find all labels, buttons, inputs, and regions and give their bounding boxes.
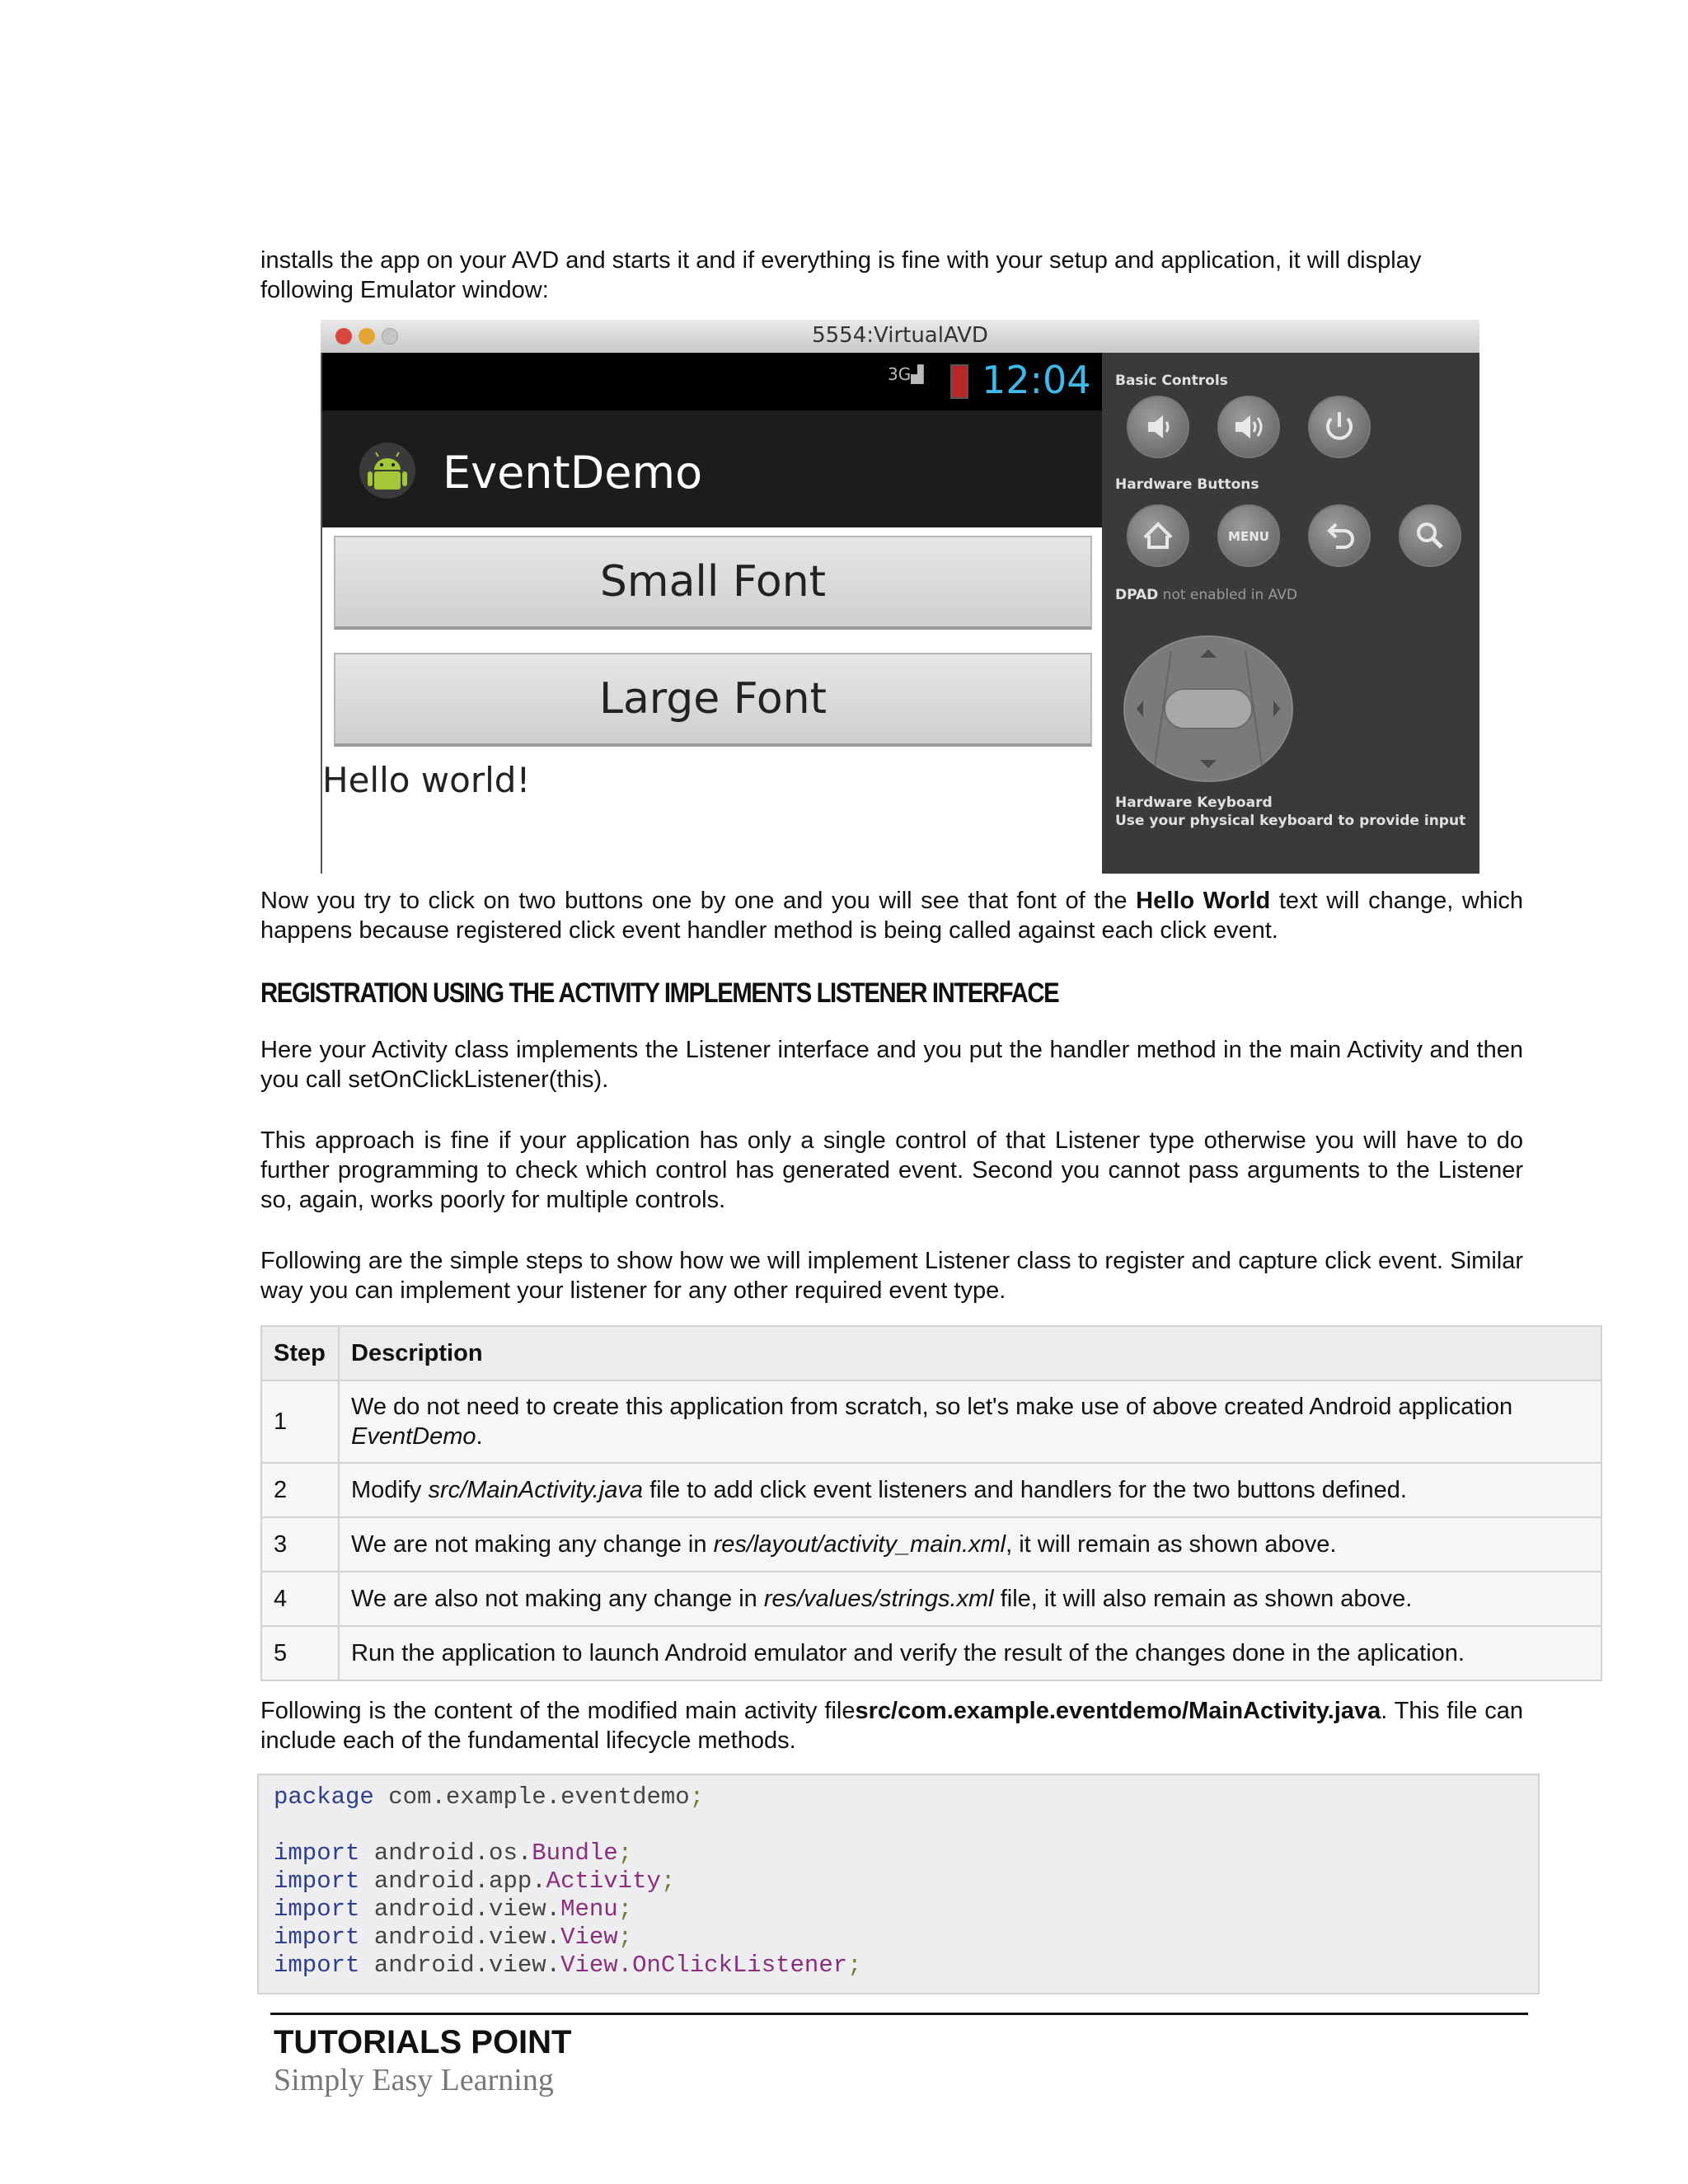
desc-text: Run the application to launch Android emulator and verify the result of the changes done in the aplication. [351, 1640, 1465, 1666]
step-number: 1 [261, 1380, 339, 1463]
desc-text: We are not making any change in [351, 1531, 714, 1558]
step-number: 4 [261, 1572, 339, 1626]
code-class-name: View [560, 1924, 618, 1951]
code-keyword: import [274, 1840, 360, 1867]
footer-divider [270, 2013, 1528, 2015]
desc-text-end: , it will remain as shown above. [1006, 1531, 1337, 1558]
footer-subtitle: Simply Easy Learning [274, 2063, 554, 2097]
code-class-name: Activity [546, 1868, 661, 1895]
paragraph-source-file [260, 1696, 1523, 1755]
desc-text-end: file, it will also remain as shown above. [993, 1586, 1413, 1612]
step-number: 5 [261, 1626, 339, 1680]
table-row [261, 1517, 1601, 1572]
hardware-keyboard-label: Hardware Keyboard [1115, 794, 1273, 811]
dpad-control[interactable] [1122, 635, 1295, 783]
code-semicolon: ; [617, 1840, 633, 1867]
header-step: Step [261, 1326, 339, 1380]
intro-paragraph [260, 246, 1523, 305]
paragraph-activity-listener: Here your Activity class implements the Listener interface and you put the handler method in the main Activity and then you call setOnClickListener(this). [260, 1037, 1523, 1093]
emulator-controls-panel [1102, 353, 1479, 874]
desc-text-end: file to add click event listeners and handlers for the two buttons defined. [643, 1477, 1407, 1503]
basic-controls-label: Basic Controls [1115, 373, 1228, 389]
step-description [339, 1626, 1601, 1680]
after-emulator-pre: Now you try to click on two buttons one by one and you will see that font of the [260, 888, 1137, 914]
large-font-button[interactable]: Large Font [334, 653, 1092, 747]
emulator-title: 5554:VirtualAVD [812, 323, 988, 348]
volume-down-icon [1128, 397, 1188, 457]
code-import-path: android.app. [359, 1868, 546, 1895]
home-button[interactable] [1127, 504, 1189, 567]
code-block [257, 1774, 1540, 1994]
status-bar [322, 353, 1104, 410]
desc-emphasis: EventDemo [351, 1423, 476, 1450]
app-title: EventDemo [443, 447, 703, 499]
volume-down-button[interactable] [1127, 396, 1189, 458]
hardware-buttons-label: Hardware Buttons [1115, 476, 1259, 493]
desc-text: We do not need to create this application from scratch, so let's make use of above created Android application [351, 1394, 1513, 1420]
code-import-path: android.os. [359, 1840, 532, 1867]
dpad-label-rest: not enabled in AVD [1158, 587, 1297, 603]
menu-button-label: MENU [1228, 529, 1269, 544]
code-keyword: import [274, 1896, 360, 1923]
source-file-post: . This file can include each of the fundamental lifecycle methods. [260, 1698, 1523, 1754]
after-emulator-post: text will change, which happens because registered click event handler method is being called against each click event. [260, 888, 1524, 944]
table-row [261, 1626, 1601, 1680]
menu-icon [1219, 506, 1278, 565]
hello-world-text: Hello world! [322, 760, 531, 800]
code-semicolon: ; [689, 1783, 705, 1811]
device-screen [321, 353, 1104, 874]
code-keyword: package [274, 1783, 374, 1811]
network-type: 3G [888, 364, 912, 384]
android-icon [359, 442, 416, 499]
desc-text-end: . [476, 1423, 483, 1450]
back-icon [1310, 506, 1369, 565]
source-file-pre: Following is the content of the modified main activity file [260, 1698, 856, 1724]
header-description: Description [339, 1326, 1601, 1380]
footer-title: TUTORIALS POINT [274, 2024, 572, 2060]
code-keyword: import [274, 1924, 360, 1951]
small-font-button[interactable]: Small Font [334, 536, 1092, 630]
back-button[interactable] [1308, 504, 1371, 567]
code-semicolon: ; [617, 1924, 633, 1951]
battery-icon [950, 364, 968, 399]
code-class-name: Bundle [532, 1840, 618, 1867]
dpad-label [1115, 587, 1297, 603]
code-import-path: android.view. [359, 1924, 561, 1951]
desc-text: We are also not making any change in [351, 1586, 764, 1612]
code-semicolon: ; [617, 1896, 633, 1923]
code-import-path: android.view. [359, 1952, 561, 1979]
emulator-window [321, 320, 1479, 874]
code-package-name: com.example.eventdemo [373, 1783, 690, 1811]
desc-emphasis: src/MainActivity.java [428, 1477, 644, 1503]
code-class-name: Menu [560, 1896, 618, 1923]
search-icon [1400, 506, 1460, 565]
step-description [339, 1517, 1601, 1572]
source-file-path: src/com.example.eventdemo/MainActivity.java [855, 1698, 1381, 1724]
volume-up-icon [1219, 397, 1278, 457]
steps-table [260, 1325, 1602, 1681]
search-button[interactable] [1399, 504, 1461, 567]
dpad-label-strong: DPAD [1115, 587, 1159, 603]
hardware-keyboard-hint: Use your physical keyboard to provide input [1115, 813, 1466, 829]
desc-emphasis: res/layout/activity_main.xml [713, 1531, 1006, 1558]
after-emulator-paragraph [260, 886, 1523, 945]
step-number: 2 [261, 1463, 339, 1517]
intro-line-2: following Emulator window: [260, 277, 549, 303]
power-button[interactable] [1308, 396, 1371, 458]
desc-emphasis: res/values/strings.xml [763, 1586, 994, 1612]
app-action-bar [322, 410, 1104, 527]
step-description [339, 1572, 1601, 1626]
home-icon [1128, 506, 1188, 565]
intro-line-1: installs the app on your AVD and starts it and if everything is fine with your setup and application, it will display [260, 247, 1422, 274]
emulator-titlebar [321, 320, 1479, 354]
step-description [339, 1380, 1601, 1463]
code-import-path: android.view. [359, 1896, 561, 1923]
code-semicolon: ; [847, 1952, 862, 1979]
power-icon [1310, 397, 1369, 457]
code-keyword: import [274, 1952, 360, 1979]
signal-icon: 3G▟ [888, 364, 924, 384]
status-clock: 12:04 [982, 358, 1091, 402]
table-header-row [261, 1326, 1601, 1380]
table-row [261, 1572, 1601, 1626]
step-number: 3 [261, 1517, 339, 1572]
hello-world-bold: Hello World [1136, 888, 1271, 914]
code-class-name: View.OnClickListener [560, 1952, 848, 1979]
table-row [261, 1463, 1601, 1517]
paragraph-approach: This approach is fine if your application has only a single control of that Listener type otherwise you will have to do further programming to check which control has generated event. Second you cannot pass arguments to the Listener so, again, works poorly for multiple controls. [260, 1127, 1523, 1213]
code-semicolon: ; [660, 1868, 676, 1895]
step-description [339, 1463, 1601, 1517]
desc-text: Modify [351, 1477, 429, 1503]
paragraph-steps-intro: Following are the simple steps to show how we will implement Listener class to register and capture click event. Similar way you can implement your listener for any other required event type. [260, 1248, 1523, 1304]
menu-button[interactable] [1217, 504, 1280, 567]
table-row [261, 1380, 1601, 1463]
code-keyword: import [274, 1868, 360, 1895]
section-heading: REGISTRATION USING THE ACTIVITY IMPLEMENTS LISTENER INTERFACE [260, 977, 1059, 1009]
volume-up-button[interactable] [1217, 396, 1280, 458]
